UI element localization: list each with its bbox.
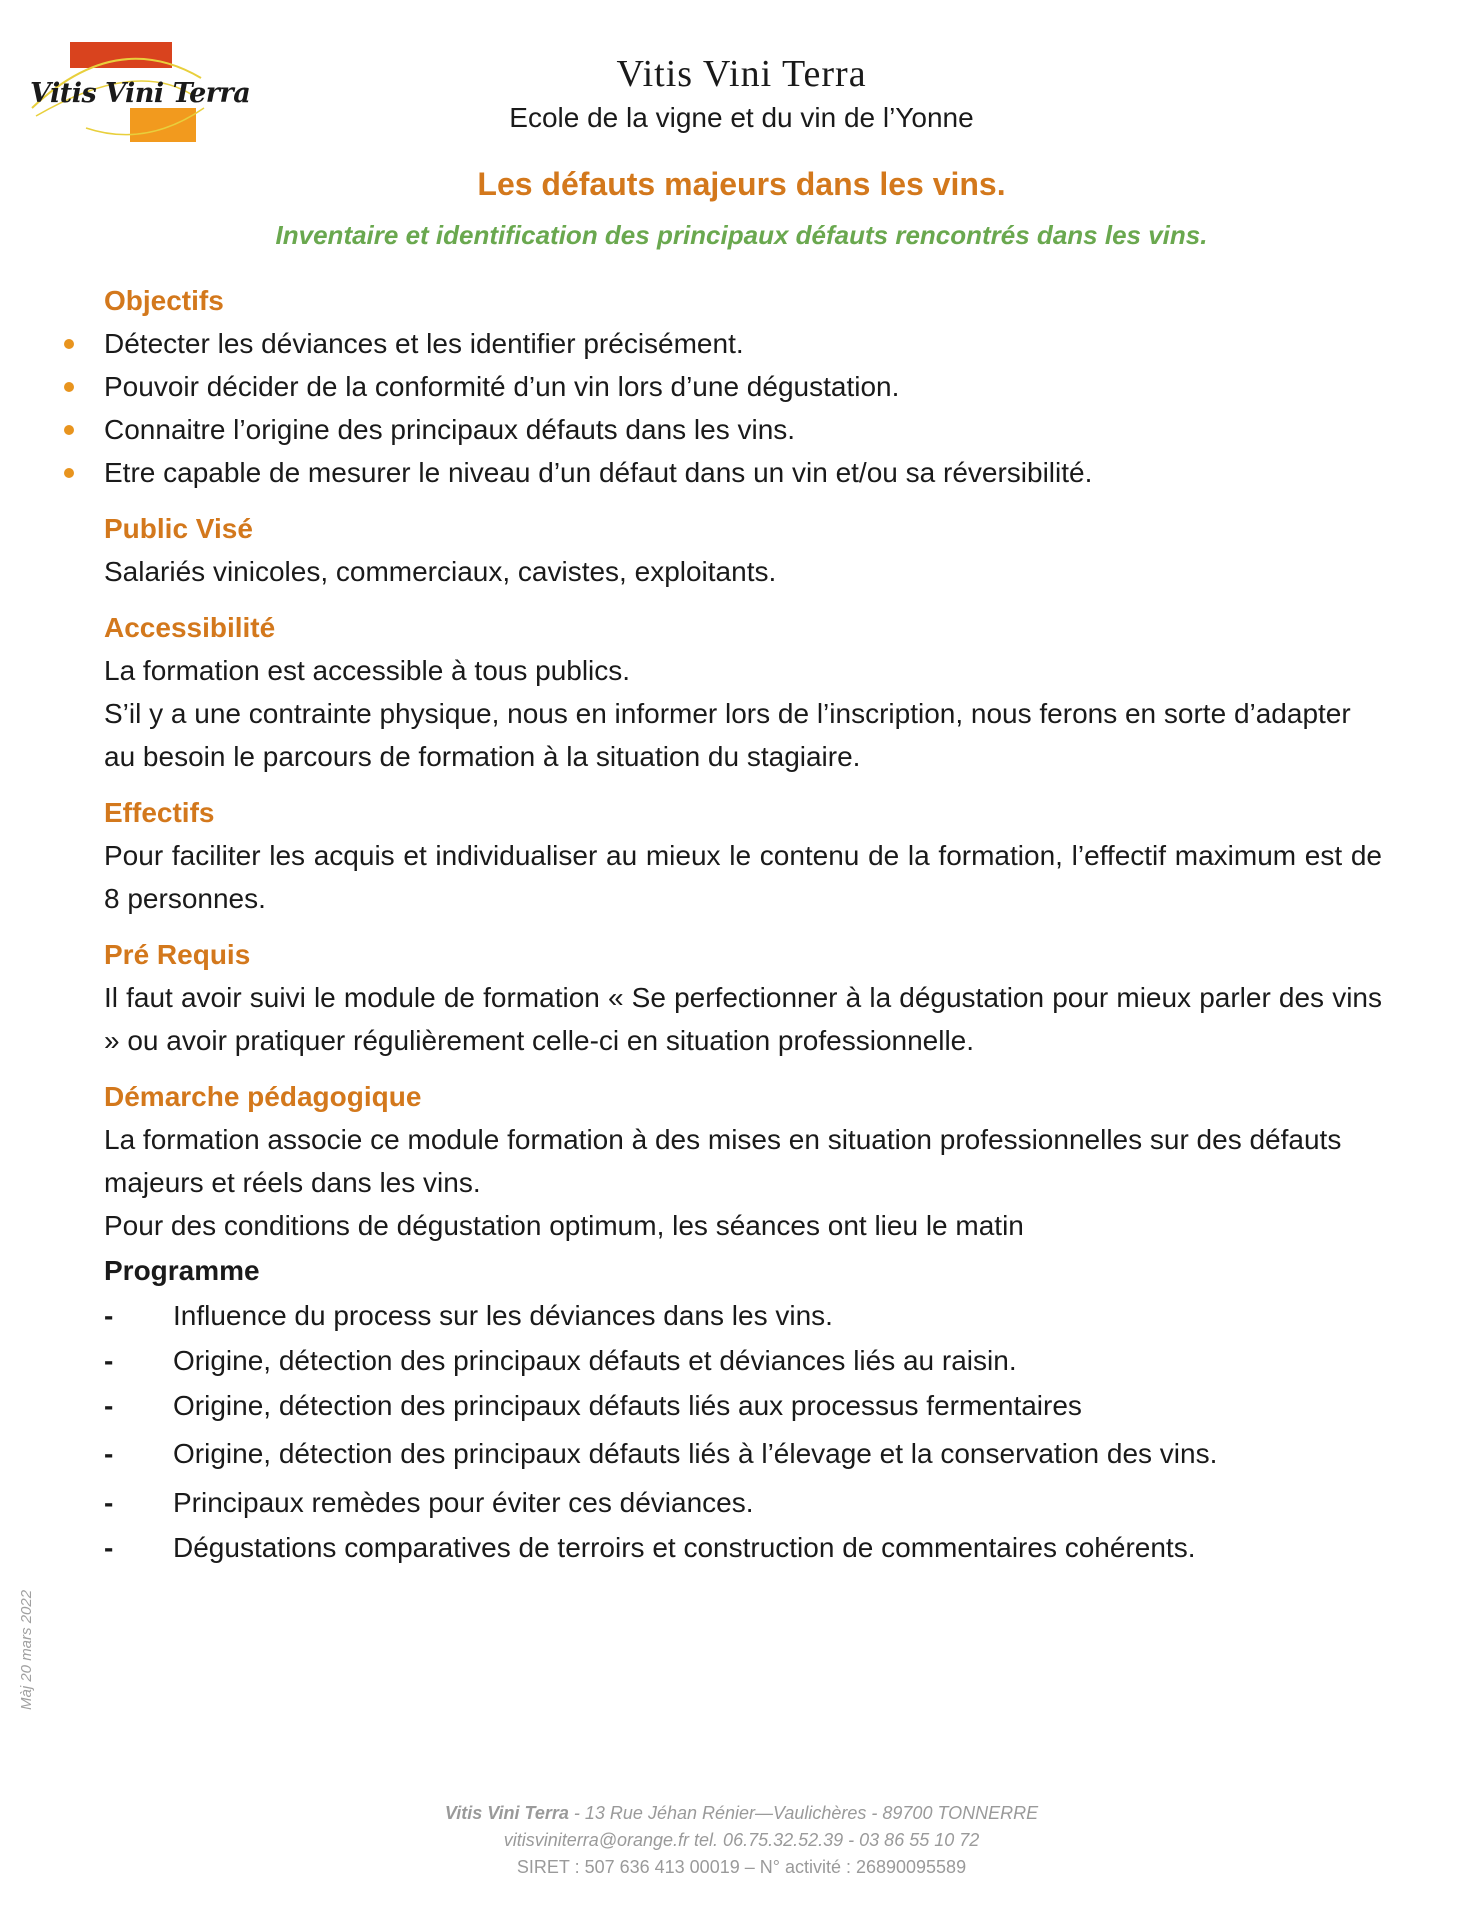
list-item-text: Origine, détection des principaux défauts liés à l’élevage et la conservation des vins.	[173, 1438, 1218, 1469]
header-subtitle: Ecole de la vigne et du vin de l’Yonne	[509, 102, 974, 133]
footer-org: Vitis Vini Terra	[444, 1803, 569, 1823]
section-programme	[104, 1249, 1382, 1570]
demarche-line1: La formation associe ce module formation à des mises en situation professionnelles sur des défauts majeurs et réels dans les vins.	[104, 1124, 1342, 1198]
public-text: Salariés vinicoles, commerciaux, cavistes, exploitants.	[104, 556, 777, 587]
section-public	[104, 508, 1382, 593]
list-item-text: Dégustations comparatives de terroirs et construction de commentaires cohérents.	[173, 1532, 1196, 1563]
prerequis-heading: Pré Requis	[104, 939, 251, 970]
prerequis-text: Il faut avoir suivi le module de formation « Se perfectionner à la dégustation pour mieux parler des vins » ou avoir pratiquer régulièrement celle-ci en situation professionnelle.	[104, 982, 1382, 1056]
document-subtitle: Inventaire et identification des principaux défauts rencontrés dans les vins.	[275, 220, 1208, 250]
list-item	[104, 1293, 1382, 1338]
list-item-text: Origine, détection des principaux défauts liés aux processus fermentaires	[173, 1390, 1082, 1421]
effectifs-heading: Effectifs	[104, 797, 215, 828]
list-item-text: Principaux remèdes pour éviter ces déviances.	[173, 1487, 754, 1518]
dash-marker: -	[104, 1438, 114, 1469]
section-effectifs	[104, 792, 1382, 920]
main-content	[104, 280, 1382, 1570]
objectifs-heading: Objectifs	[104, 285, 224, 316]
document-title: Les défauts majeurs dans les vins.	[477, 166, 1006, 202]
list-item	[104, 1338, 1382, 1383]
list-item-text: Origine, détection des principaux défauts et déviances liés au raisin.	[173, 1345, 1017, 1376]
list-item: Connaitre l’origine des principaux défauts dans les vins.	[104, 408, 1382, 451]
section-accessibilite	[104, 607, 1382, 778]
list-item	[104, 1428, 1382, 1480]
footer-siret: SIRET : 507 636 413 00019 – N° activité : 26890095589	[516, 1857, 967, 1877]
list-item	[104, 1480, 1382, 1525]
section-prerequis	[104, 934, 1382, 1062]
dash-marker: -	[104, 1532, 114, 1563]
list-item	[104, 1525, 1382, 1570]
list-item	[104, 1383, 1382, 1428]
public-heading: Public Visé	[104, 513, 253, 544]
section-demarche	[104, 1076, 1382, 1247]
accessibilite-line1: La formation est accessible à tous publics.	[104, 655, 631, 686]
objectifs-list	[104, 322, 1382, 494]
header-title: Vitis Vini Terra	[616, 53, 867, 95]
demarche-heading: Démarche pédagogique	[104, 1081, 422, 1112]
programme-heading: Programme	[104, 1255, 260, 1286]
dash-marker: -	[104, 1390, 114, 1421]
list-item: Pouvoir décider de la conformité d’un vin lors d’une dégustation.	[104, 365, 1382, 408]
update-date: Màj 20 mars 2022	[18, 1589, 35, 1710]
footer-contact: vitisviniterra@orange.fr tel. 06.75.32.52.39 - 03 86 55 10 72	[503, 1830, 980, 1850]
footer-address-line	[0, 1800, 1483, 1827]
footer	[0, 1800, 1483, 1881]
logo-text: Vitis Vini Terra	[30, 78, 251, 109]
accessibilite-heading: Accessibilité	[104, 612, 276, 643]
dash-marker: -	[104, 1487, 114, 1518]
accessibilite-line2: S’il y a une contrainte physique, nous en informer lors de l’inscription, nous ferons en sorte d’adapter au besoin le parcours de formation à la situation du stagiaire.	[104, 698, 1351, 772]
dash-marker: -	[104, 1300, 114, 1331]
programme-list	[104, 1293, 1382, 1570]
list-item: Etre capable de mesurer le niveau d’un défaut dans un vin et/ou sa réversibilité.	[104, 451, 1382, 494]
list-item-text: Influence du process sur les déviances dans les vins.	[173, 1300, 833, 1331]
section-objectifs	[104, 280, 1382, 494]
effectifs-text: Pour faciliter les acquis et individualiser au mieux le contenu de la formation, l’effectif maximum est de 8 personnes.	[104, 840, 1382, 914]
demarche-line2: Pour des conditions de dégustation optimum, les séances ont lieu le matin	[104, 1210, 1024, 1241]
list-item: Détecter les déviances et les identifier précisément.	[104, 322, 1382, 365]
footer-address: - 13 Rue Jéhan Rénier—Vaulichères - 89700 TONNERRE	[568, 1803, 1039, 1823]
dash-marker: -	[104, 1345, 114, 1376]
